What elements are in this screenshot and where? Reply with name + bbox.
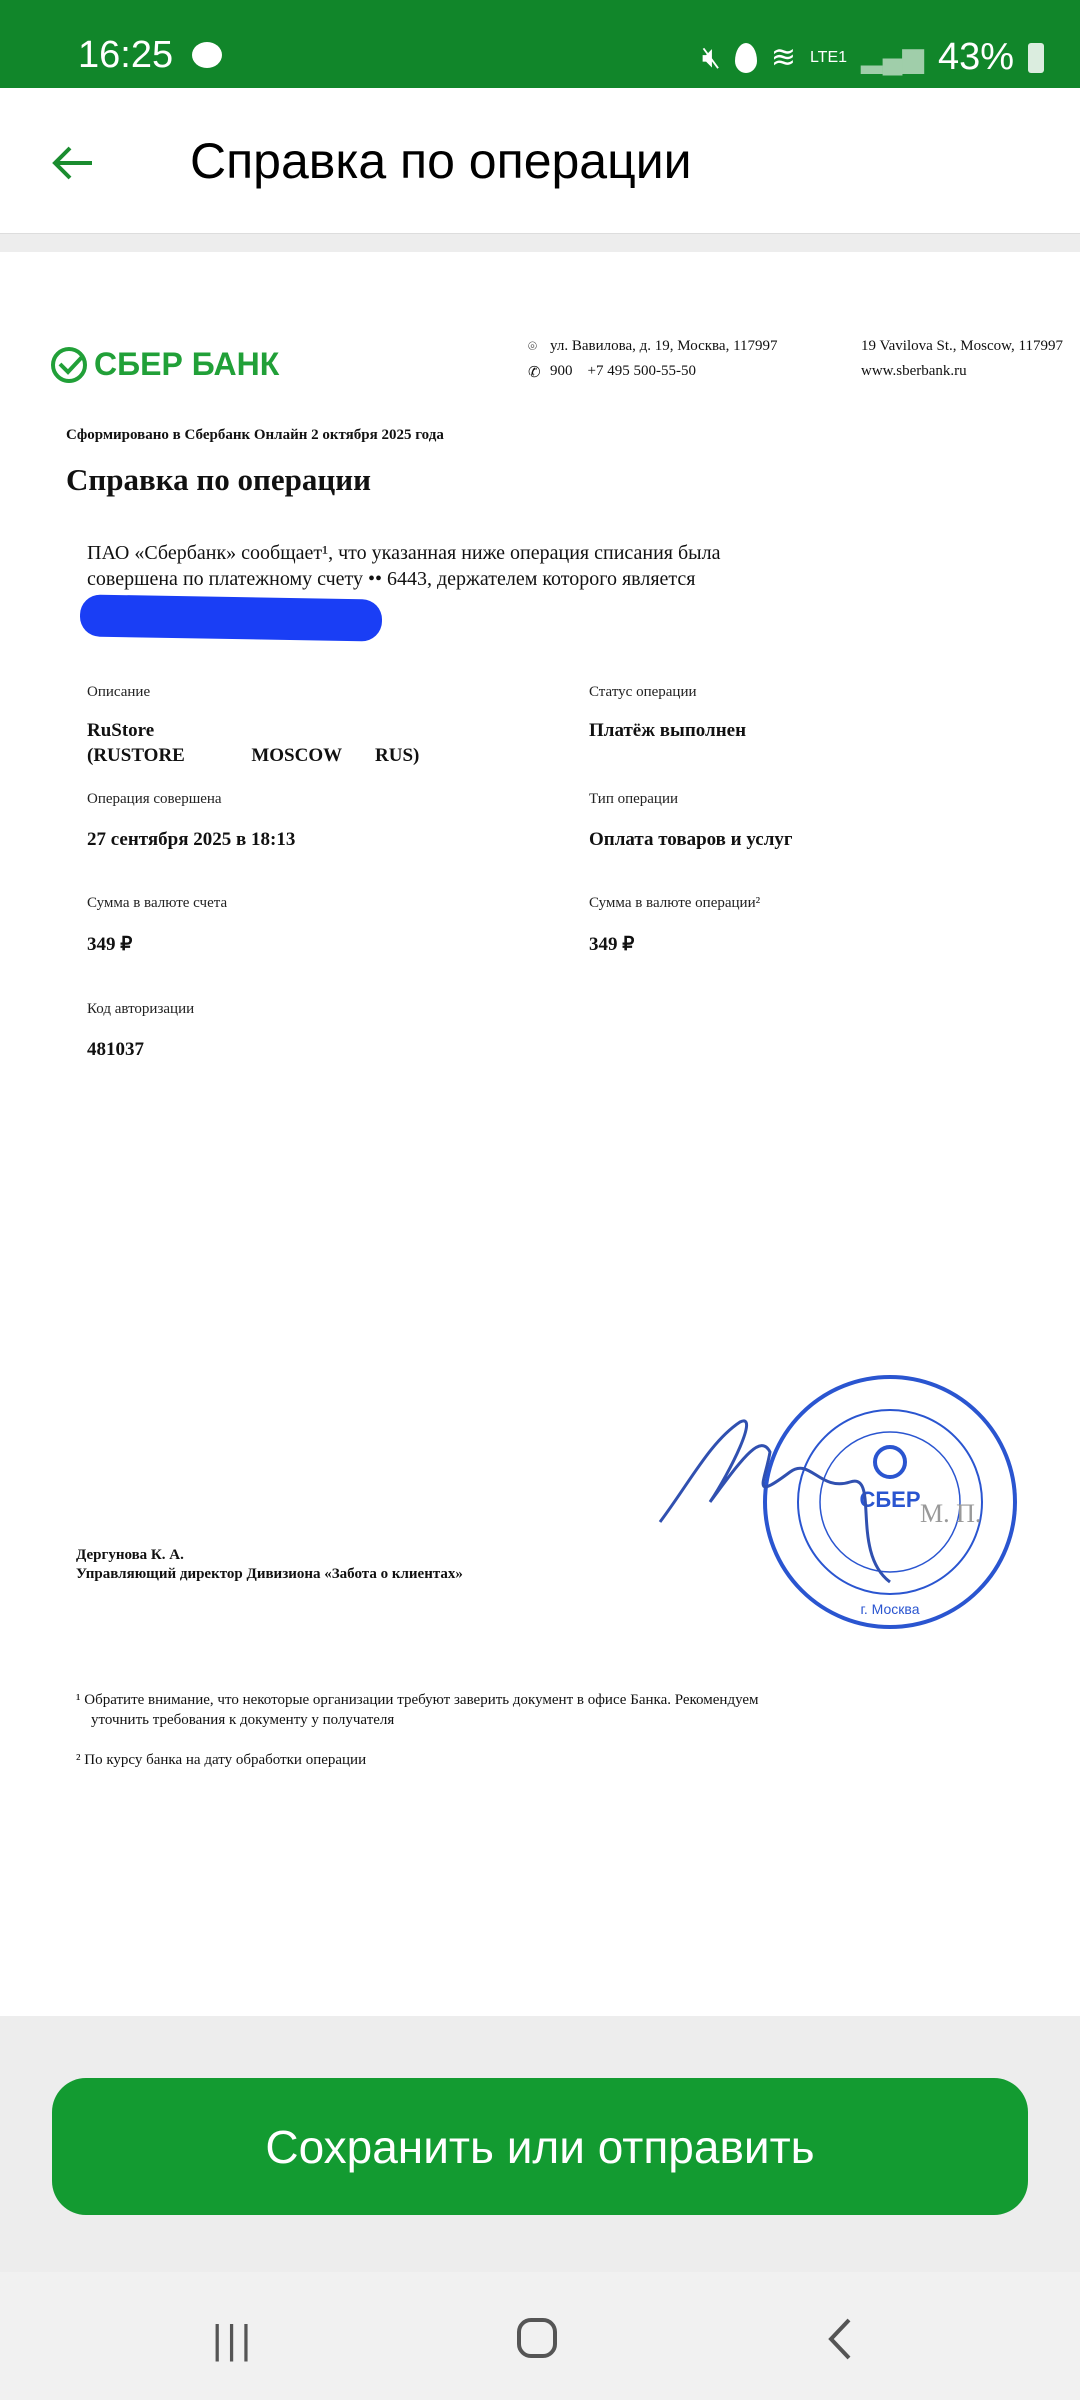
document-title: Справка по операции <box>66 462 371 497</box>
website: www.sberbank.ru <box>861 363 967 379</box>
system-nav-bar <box>0 2272 1080 2400</box>
stamp-mp: М. П. <box>920 1499 982 1528</box>
app-header <box>0 88 1080 234</box>
sber-logo-text: СБЕР БАНК <box>94 346 280 382</box>
status-time: 16:25 <box>78 34 174 76</box>
address-en: 19 Vavilova St., Moscow, 117997 <box>861 338 1063 354</box>
amount-account-label: Сумма в валюте счета <box>87 895 228 911</box>
footnote-1: ¹ Обратите внимание, что некоторые организации требуют заверить документ в офисе Банка. Рекомендуем <box>76 1692 759 1708</box>
back-nav-icon[interactable] <box>825 2316 855 2362</box>
pin-icon: ⌾ <box>528 339 538 355</box>
phone-icon: ✆ <box>528 365 541 381</box>
stamp-brand: СБЕР <box>859 1487 921 1512</box>
page-title: Справка по операции <box>190 133 692 189</box>
save-or-send-button[interactable] <box>52 2078 1028 2215</box>
status-label: Статус операции <box>589 684 697 700</box>
signer-title: Управляющий директор Дивизиона «Забота о клиентах» <box>76 1566 463 1582</box>
mute-icon: 🔇︎ <box>701 40 721 74</box>
redaction-mark <box>80 594 383 641</box>
lte-indicator: LTE1 <box>809 48 848 66</box>
amount-op-label: Сумма в валюте операции² <box>589 895 761 911</box>
save-button-label: Сохранить или отправить <box>265 2120 815 2173</box>
signal-icon: ▂▄▆ <box>861 42 924 73</box>
battery-icon <box>1028 43 1044 73</box>
date-value: 27 сентября 2025 в 18:13 <box>87 829 296 850</box>
status-icons <box>702 36 1044 79</box>
home-icon[interactable] <box>517 2318 557 2358</box>
back-arrow-icon[interactable] <box>48 138 98 188</box>
generated-note: Сформировано в Сбербанк Онлайн 2 октября 2025 года <box>66 427 444 443</box>
auth-value: 481037 <box>87 1039 144 1060</box>
date-label: Операция совершена <box>87 791 222 807</box>
type-label: Тип операции <box>589 791 679 807</box>
description-value-2: (RUSTORE MOSCOW RUS) <box>87 745 420 766</box>
status-value: Платёж выполнен <box>589 720 747 741</box>
wifi-icon: ≋ <box>770 41 796 74</box>
intro-line-2: совершена по платежному счету •• 6443, держателем которого является <box>87 568 696 590</box>
phone: 900 +7 495 500-55-50 <box>550 363 696 379</box>
recents-icon[interactable]: ||| <box>212 2318 256 2362</box>
sber-logo-icon <box>49 345 89 385</box>
status-bar <box>0 0 1080 88</box>
footnote-2: ² По курсу банка на дату обработки операции <box>76 1752 367 1768</box>
document-preview <box>0 252 1080 2016</box>
battery-percent: 43% <box>937 36 1014 78</box>
stamp-and-signature <box>650 1362 1030 1652</box>
address-ru: ул. Вавилова, д. 19, Москва, 117997 <box>550 338 778 354</box>
intro-line-1: ПАО «Сбербанк» сообщает¹, что указанная ниже операция списания была <box>87 542 721 564</box>
signer-name: Дергунова К. А. <box>76 1547 184 1563</box>
description-value: RuStore <box>87 720 155 741</box>
amount-op-value: 349 ₽ <box>589 934 635 955</box>
amount-account-value: 349 ₽ <box>87 934 133 955</box>
stamp-city: г. Москва <box>860 1601 920 1617</box>
description-label: Описание <box>87 684 151 700</box>
footnote-1-cont: уточнить требования к документу у получателя <box>91 1712 395 1728</box>
location-icon <box>735 43 757 73</box>
type-value: Оплата товаров и услуг <box>589 829 793 850</box>
auth-label: Код авторизации <box>87 1001 195 1017</box>
message-icon <box>192 42 222 68</box>
